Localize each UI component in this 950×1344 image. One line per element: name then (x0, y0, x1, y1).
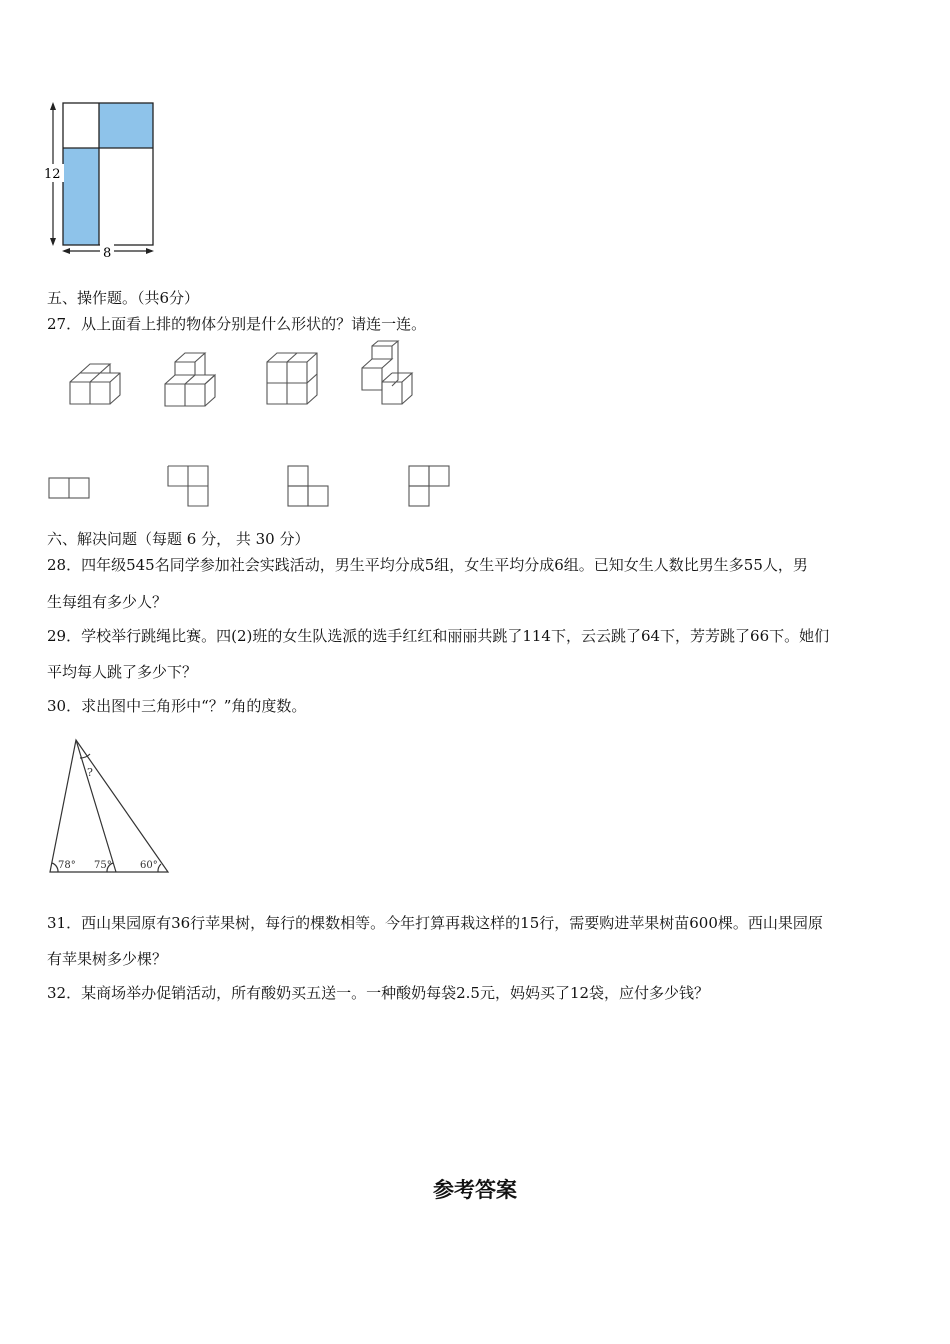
object-3 (267, 353, 317, 404)
height-label: 12 (44, 167, 61, 182)
shaded-rectangle-figure (40, 98, 165, 263)
top-view-1 (49, 478, 89, 498)
question-29-line-1: 29．学校举行跳绳比赛。四(2)班的女生队选派的选手红红和丽丽共跳了114下，云云跳了64下，芳芳跳了66下。她们 (47, 627, 830, 645)
question-30: 30．求出图中三角形中“？”角的度数。 (47, 697, 307, 715)
unknown-angle-label: ? (87, 766, 93, 779)
shaded-top-right (99, 103, 153, 148)
angle-75-label: 75° (94, 860, 112, 871)
answer-key-title: 参考答案 (433, 1178, 517, 1202)
top-view-2 (168, 466, 208, 506)
question-28-line-1: 28．四年级545名同学参加社会实践活动，男生平均分成5组，女生平均分成6组。已知女生人数比男生多55人，男 (47, 556, 808, 574)
question-31-line-2: 有苹果树多少棵？ (47, 950, 168, 968)
triangle-figure (40, 732, 180, 878)
object-2 (165, 353, 215, 406)
top-view-4 (409, 466, 449, 506)
question-29-line-2: 平均每人跳了多少下？ (47, 663, 198, 681)
top-view-shapes-row (40, 462, 460, 514)
top-view-3 (288, 466, 328, 506)
width-label: 8 (103, 246, 112, 261)
object-1 (70, 364, 120, 404)
section5-heading: 五、操作题。（共6分） (47, 289, 200, 307)
object-4 (362, 341, 412, 404)
question-27: 27．从上面看上排的物体分别是什么形状的？请连一连。 (47, 315, 427, 333)
angle-60-label: 60° (140, 860, 158, 871)
section6-heading: 六、解决问题（每题 6 分， 共 30 分） (47, 530, 310, 548)
question-32: 32．某商场举办促销活动，所有酸奶买五送一。一种酸奶每袋2.5元，妈妈买了12袋，应付多少钱？ (47, 984, 710, 1002)
question-28-line-2: 生每组有多少人？ (47, 593, 168, 611)
shaded-left-column (63, 148, 99, 245)
question-31-line-1: 31．西山果园原有36行苹果树，每行的棵数相等。今年打算再栽这样的15行，需要购进苹果树苗600棵。西山果园原 (47, 914, 823, 932)
cube-objects-row (60, 340, 440, 412)
angle-78-label: 78° (58, 860, 76, 871)
